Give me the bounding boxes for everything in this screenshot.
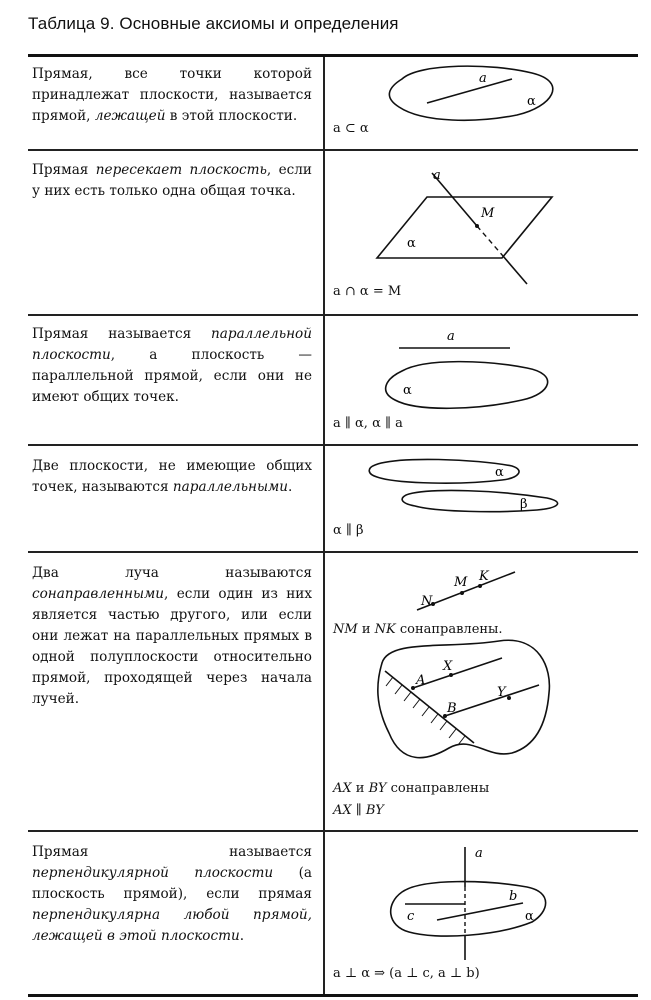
line-a-lower: [503, 256, 527, 284]
line-a-label: a: [479, 71, 487, 86]
point-y-label: Y: [497, 685, 506, 700]
figure-caption: a ∩ α = M: [333, 284, 402, 299]
plane-alpha: [377, 197, 552, 258]
point-x-label: X: [443, 659, 453, 674]
point-a-label: A: [416, 673, 426, 688]
figure-codirected-rays: [327, 553, 638, 830]
caption-ax-parallel-by: AX ∥ BY: [333, 803, 384, 818]
point-a: [411, 686, 415, 690]
point-k-label: K: [479, 569, 489, 584]
point-m-label: M: [481, 206, 495, 221]
point-n-label: N: [421, 594, 433, 609]
point-k: [478, 584, 482, 588]
figure-perpendicular-line: [327, 832, 638, 994]
point-y: [507, 696, 511, 700]
figure-parallel-planes: [327, 446, 638, 551]
point-m: [475, 224, 479, 228]
point-m: [460, 591, 464, 595]
plane-beta-label: β: [520, 497, 528, 512]
plane-alpha-label: α: [407, 236, 416, 251]
column-divider: [323, 57, 325, 995]
definition-parallel-planes: Две плоскости, не имеющие общих точек, называются параллельными.: [32, 458, 312, 495]
line-a-label: a: [475, 846, 483, 861]
line-a-label: a: [433, 168, 441, 183]
line-a-label: a: [447, 329, 455, 344]
plane-alpha-label: α: [525, 909, 534, 924]
figure-caption: a ⊂ α: [333, 121, 369, 136]
line-b-label: b: [509, 889, 518, 904]
plane-alpha-label: α: [527, 94, 536, 109]
line-b: [437, 903, 523, 920]
definition-codirected-rays: Два луча называются сонаправленными, если один из них является частью другого, или если они лежат на параллельных прямых в одной полуплоскости относительно прямой, проходящей через начала лучей.: [32, 565, 312, 707]
plane-beta: [402, 491, 557, 512]
ray-by: [445, 685, 539, 716]
table-bottom-border: [28, 994, 638, 997]
figure-caption: α ∥ β: [333, 523, 364, 538]
plane-alpha-label: α: [403, 383, 412, 398]
definition-lying-line: Прямая, все точки которой принадлежат плоскости, называется прямой, лежащей в этой плоскости.: [32, 66, 312, 124]
line-a: [427, 79, 512, 103]
line-a-hidden: [477, 226, 503, 256]
figure-line-parallel-plane: [327, 316, 638, 444]
definition-parallel-line-plane: Прямая называется параллельной плоскости, а плоскость — параллельной прямой, если они не имеют общих точек.: [32, 326, 312, 405]
caption-nm-nk: NM и NK сонаправлены.: [333, 622, 503, 637]
figure-line-intersects-plane: [327, 151, 638, 314]
point-m-label: M: [454, 575, 468, 590]
figure-caption: a ∥ α, α ∥ a: [333, 416, 403, 431]
definition-perpendicular-line: Прямая называется перпендикулярной плоскости (а плоскость прямой), если прямая перпендикулярна любой прямой, лежащей в этой плоскости.: [32, 844, 312, 944]
point-b-label: B: [447, 701, 457, 716]
ray-ax: [413, 658, 502, 688]
figure-line-in-plane: [327, 57, 638, 149]
plane-alpha-label: α: [495, 465, 504, 480]
figure-caption: a ⊥ α ⇒ (a ⊥ c, a ⊥ b): [333, 966, 480, 981]
definition-intersecting-line: Прямая пересекает плоскость, если у них есть только одна общая точка.: [32, 162, 312, 199]
line-c-label: c: [407, 909, 415, 924]
plane-blob: [378, 640, 550, 757]
caption-ax-by: AX и BY сонаправлены: [333, 781, 490, 796]
page-title: Таблица 9. Основные аксиомы и определения: [28, 14, 399, 33]
